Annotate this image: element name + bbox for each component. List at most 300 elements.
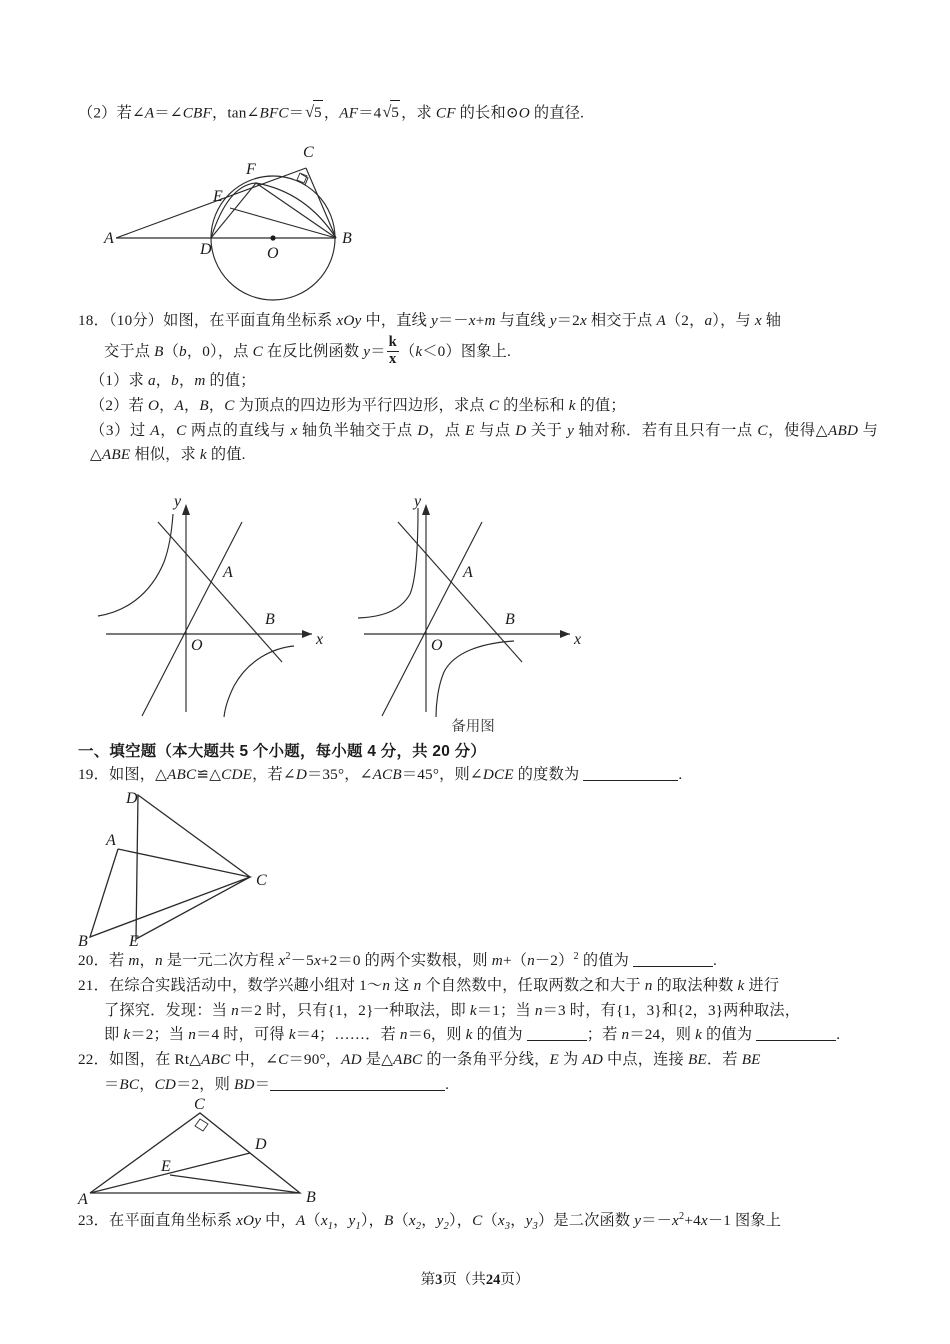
p23-y3s: 3: [532, 1221, 538, 1233]
p18-l1h: （2，: [665, 311, 705, 329]
problem-22-line1: 22．如图，在 Rt△ABC 中，∠C＝90°，AD 是△ABC 的一条角平分线，E 为 AD 中点，连接 BE．若 BE: [78, 1050, 761, 1068]
p23-C: C: [472, 1212, 483, 1230]
g2-point-b-label: B: [505, 610, 515, 628]
p18-s3y: y: [567, 421, 575, 439]
p17-bfc: BFC: [259, 104, 289, 122]
p18-l1a: 如图，在平面直角坐标系: [163, 311, 337, 329]
figure-17-circle-geometry: [78, 130, 878, 295]
p21-n6: n: [188, 1026, 197, 1044]
p18-x1: x: [468, 311, 476, 329]
p17-eq2: ＝: [288, 104, 305, 122]
p18-a-var: a: [704, 311, 713, 329]
p21-answer-blank-1[interactable]: [527, 1040, 587, 1041]
problem-18-sub1: [78, 369, 878, 394]
g2-x-arrow: [560, 630, 570, 638]
p18-s2B: B: [199, 396, 209, 414]
sqrt-icon-2: [382, 100, 400, 126]
p19-m1: ，若∠: [252, 765, 296, 783]
p23-xv2: x: [700, 1212, 708, 1230]
page-content: [78, 100, 878, 1236]
p23-y2: y: [436, 1212, 444, 1230]
p23-l1e: ），: [360, 1212, 385, 1230]
p21-n1: n: [382, 977, 391, 995]
p18-s3A: A: [150, 421, 160, 439]
p18-s3C2: C: [757, 421, 768, 439]
p21-period: .: [836, 1026, 841, 1044]
p17-tail2: 的直径.: [529, 104, 585, 122]
p21-n8: n: [621, 1026, 630, 1044]
p18-s2c1: ，: [159, 396, 175, 414]
g1-y-label: y: [174, 492, 182, 510]
p22-l2c: ＝2，则: [176, 1075, 235, 1093]
p18-s3m1: 两点的直线与: [186, 421, 291, 439]
p17-comma2: ，: [323, 104, 340, 122]
g1-point-a-label: A: [223, 563, 233, 581]
p21-l3a: 即: [104, 1026, 124, 1044]
p18-s3D: D: [417, 421, 429, 439]
p18-s2k: k: [568, 396, 576, 414]
p22-l1h: ．若: [706, 1050, 742, 1068]
g2-origin-label: O: [431, 636, 443, 654]
p18-l2f: （: [399, 342, 416, 360]
p17-af: AF: [339, 104, 359, 122]
p21-l1d: 的取法种数: [652, 977, 738, 995]
p18-s3m4: 与点: [474, 421, 516, 439]
g1-point-b-label: B: [265, 610, 275, 628]
p22-CD: CD: [154, 1075, 177, 1093]
g1-line-y-2x: [142, 522, 242, 716]
p22-l1c: ＝90°，: [288, 1050, 342, 1068]
figure-22-svg: [78, 1097, 368, 1207]
p20-m4: +（: [502, 952, 528, 970]
p22-BE: BE: [687, 1050, 707, 1068]
p18-s2c2: ，: [184, 396, 200, 414]
f19-label-D: D: [126, 790, 138, 808]
problem-20: 20．若 m，n 是一元二次方程 $x^2-5x+2=0$ 的两个实数根，则 $m+(n-2)^2$ 的值为 .: [78, 951, 717, 970]
p18-s3pre: （3）过: [90, 421, 151, 439]
label-D: D: [200, 240, 212, 258]
p18-s1c2: ，: [178, 372, 195, 390]
p23-l1i: （: [482, 1212, 498, 1230]
p18-x3: x: [754, 311, 762, 329]
p22-l2b: ，: [139, 1075, 155, 1093]
p18-s3m7: ，使得△: [767, 421, 829, 439]
label-C: C: [303, 143, 314, 161]
p23-l1c: （: [305, 1212, 321, 1230]
triangle-abc-22: [90, 1113, 300, 1193]
p23-l1g: ，: [421, 1212, 437, 1230]
p18-s3m5: 关于: [526, 421, 568, 439]
p23-l1d: ，: [333, 1212, 349, 1230]
p23-A: A: [295, 1212, 306, 1230]
figure-18-caption: 备用图: [451, 718, 495, 735]
p18-C: C: [252, 342, 263, 360]
p17-lead: （2）若∠: [78, 104, 145, 122]
p20-m1: 是一元二次方程: [162, 952, 279, 970]
p18-s2pre: （2）若: [90, 396, 148, 414]
problem-22-line2: [78, 1073, 878, 1098]
p23-xoy: xOy: [236, 1212, 262, 1230]
p18-s2O: O: [147, 396, 160, 414]
p18-l1j: 轴: [761, 311, 782, 329]
g2-y-label: y: [414, 492, 422, 510]
p20-c1: ，: [139, 952, 155, 970]
p20-x: x: [278, 952, 286, 970]
problem-18-line2: [78, 334, 878, 370]
problem-21-line3: [78, 1023, 878, 1048]
problem-17-part2: [78, 100, 878, 126]
p22-AD: AD: [341, 1050, 362, 1068]
p17-cf: CF: [435, 104, 456, 122]
p23-y: y: [634, 1212, 642, 1230]
p18-xoy: xOy: [336, 311, 362, 329]
f22-label-E: E: [161, 1158, 171, 1176]
p18-s2A: A: [174, 396, 184, 414]
p18-y3: y: [363, 342, 371, 360]
p18-s1a: a: [147, 372, 156, 390]
figure-18-graphs: [78, 484, 878, 719]
p17-comma1: ，tan∠: [212, 104, 260, 122]
problem-23: 23．在平面直角坐标系 xOy 中，$A(x_1$，$y_1$），$B(x_2$，$y_2$），$C(x_3$，$y_3$）是二次函数 $y=-x^2+4x-1$ 图象上: [78, 1211, 782, 1233]
p18-l2c: ，0），点: [186, 342, 253, 360]
p21-k6: k: [695, 1026, 703, 1044]
p18-s3D2: D: [515, 421, 527, 439]
problem-18-sub3: [78, 419, 878, 468]
p18-s1tail: 的值；: [205, 372, 256, 390]
line-eb: [230, 208, 336, 238]
p21-l2a: 了探究．发现：当: [104, 1001, 232, 1019]
p21-n2: n: [413, 977, 422, 995]
line-a-to-c: [116, 168, 306, 238]
p22-l2a: ＝: [104, 1075, 120, 1093]
p21-k3: k: [123, 1026, 131, 1044]
label-E: E: [213, 187, 223, 205]
p22-BE2: BE: [741, 1050, 761, 1068]
p23-y1s: 1: [355, 1221, 361, 1233]
p23-l1b: 中，: [261, 1212, 296, 1230]
p18-l2b: （: [163, 342, 180, 360]
p17-eq3: ＝4: [358, 104, 382, 122]
triangle-abc: [90, 849, 250, 937]
p19-pre: 如图，△: [108, 765, 168, 783]
problem-21-line1: 21．在综合实践活动中，数学兴趣小组对 1～n 这 n 个自然数中，任取两数之和大于 n 的取法种数 k 进行: [78, 977, 780, 995]
p20-n: n: [154, 952, 163, 970]
p21-l3c: ＝4 时，可得: [196, 1026, 289, 1044]
problem-19: 19．如图，△ABC≌△CDE，若∠D＝35°，∠ACB＝45°，则∠DCE 的度数为 .: [78, 765, 683, 783]
f19-label-A: A: [106, 832, 116, 850]
p19-number: 19: [78, 765, 94, 783]
p20-tail: 的值为: [578, 952, 633, 970]
p19-answer-blank[interactable]: [583, 780, 678, 781]
p23-sup2: 2: [678, 1211, 685, 1223]
p21-l1b: 这: [390, 977, 414, 995]
p23-y3: y: [525, 1212, 533, 1230]
p21-k5: k: [465, 1026, 473, 1044]
p18-l2e: ＝: [370, 342, 386, 360]
p21-l3h: ＝24，则: [629, 1026, 696, 1044]
p23-l1m: +4: [684, 1212, 701, 1230]
p21-l2c: ＝1；当: [476, 1001, 535, 1019]
p18-s2C: C: [224, 396, 235, 414]
p18-l1i: ），与: [712, 311, 755, 329]
p22-answer-blank[interactable]: [270, 1090, 445, 1091]
p17-cbf: CBF: [182, 104, 212, 122]
g1-x-label: x: [316, 630, 324, 648]
p23-l1a: 在平面直角坐标系: [108, 1212, 237, 1230]
p22-BD: BD: [234, 1075, 255, 1093]
p17-o: O: [518, 104, 530, 122]
p18-l1c: ＝－: [437, 311, 469, 329]
p18-s1pre: （1）求: [90, 372, 148, 390]
p21-answer-blank-2[interactable]: [756, 1040, 836, 1041]
p23-l1h: ），: [448, 1212, 473, 1230]
p19-m2: ＝35°，∠: [307, 765, 373, 783]
p23-l1f: （: [393, 1212, 409, 1230]
frac-numerator: k: [388, 334, 397, 351]
p21-k4: k: [288, 1026, 296, 1044]
fraction-k-over-x: [387, 335, 399, 367]
p20-sup2: 2: [285, 951, 291, 963]
p20-m2v: m: [491, 952, 503, 970]
p19-ACB: ACB: [372, 765, 402, 783]
g1-hyperbola-upper-left: [98, 514, 173, 616]
p20-sup2b: 2: [573, 951, 579, 963]
p21-l3f: 的值为: [472, 1026, 527, 1044]
p18-l2g: ＜0）图象上.: [422, 342, 511, 360]
p21-number: 21: [78, 977, 94, 995]
figure-17-svg: [78, 130, 458, 295]
p19-D: D: [295, 765, 307, 783]
p23-x2: x: [408, 1212, 416, 1230]
p18-b-var: b: [179, 342, 187, 360]
figure-19-svg: [78, 789, 368, 951]
g2-y-arrow: [422, 504, 430, 515]
p17-comma3: ，求: [401, 104, 436, 122]
p22-abc2: ABC: [393, 1050, 423, 1068]
p21-n3: n: [644, 977, 653, 995]
p18-s3m2: 轴负半轴交于点: [297, 421, 418, 439]
p21-l2d: ＝3 时，有{1，3}和{2，3}两种取法，: [542, 1001, 801, 1019]
p19-period: .: [678, 765, 683, 783]
p23-xv: x: [672, 1212, 679, 1230]
p20-x2: x: [313, 952, 321, 970]
p21-l1e: 进行: [744, 977, 780, 995]
p18-A: A: [656, 311, 666, 329]
p22-E: E: [549, 1050, 559, 1068]
p18-l1d: +: [475, 311, 485, 329]
p18-l1e: 与直线: [495, 311, 550, 329]
p21-l1a: 在综合实践活动中，数学兴趣小组对 1～: [108, 977, 383, 995]
p18-s3m6: 轴对称．若有且只有一点: [574, 421, 758, 439]
p18-s3c1: ，: [159, 421, 177, 439]
p18-l1b: 中，直线: [361, 311, 432, 329]
p17-eq1: ＝∠: [154, 104, 183, 122]
problem-18-line1: 18．（10分）如图，在平面直角坐标系 xOy 中，直线 y＝－x+m 与直线 y＝2x 相交于点 A（2，a），与 x 轴: [78, 311, 782, 329]
page-footer: [0, 1268, 950, 1289]
p18-s3m3: ，点: [428, 421, 466, 439]
f22-label-B: B: [306, 1189, 316, 1207]
graph-2-svg: [356, 484, 606, 719]
g2-point-a-label: A: [463, 563, 473, 581]
p18-s3tail: 的值.: [206, 446, 246, 464]
p22-BC: BC: [119, 1075, 140, 1093]
problem-18-sub2: [78, 394, 878, 419]
p21-n4: n: [231, 1001, 239, 1019]
p18-l1f: ＝2: [556, 311, 580, 329]
p18-x2: x: [579, 311, 587, 329]
p18-s2c3: ，: [208, 396, 225, 414]
p20-m3: +2＝0 的两个实数根，则: [320, 952, 492, 970]
triangle-cde: [136, 795, 250, 939]
g1-x-arrow: [302, 630, 312, 638]
p23-number: 23: [78, 1212, 94, 1230]
p19-tail: 的度数为: [513, 765, 584, 783]
p23-x1: x: [320, 1212, 328, 1230]
p18-B: B: [154, 342, 164, 360]
f19-label-C: C: [256, 872, 267, 890]
p20-n2: n: [527, 952, 535, 970]
p22-C: C: [278, 1050, 289, 1068]
p18-l1g: 相交于点: [586, 311, 657, 329]
graph-1-svg: [98, 484, 348, 719]
p21-l1c: 个自然数中，任取两数之和大于: [421, 977, 645, 995]
p22-AD2: AD: [582, 1050, 604, 1068]
p22-l1a: 如图，在 Rt△: [108, 1050, 202, 1068]
p23-x1s: 1: [327, 1221, 334, 1233]
p22-l1f: 为: [558, 1050, 583, 1068]
label-A: A: [104, 229, 114, 247]
p18-m1: m: [484, 311, 496, 329]
footer-suffix: 页）: [500, 1272, 530, 1288]
label-B: B: [342, 229, 352, 247]
p21-n5: n: [534, 1001, 543, 1019]
p19-cong: ≌△: [196, 765, 222, 783]
p18-s1c1: ，: [155, 372, 172, 390]
p18-s2tail2: 的值；: [575, 396, 626, 414]
p22-l1g: 中点，连接: [603, 1050, 688, 1068]
p23-l1n: －1 图象上: [707, 1212, 782, 1230]
section-heading-fill-in-blanks: 一、填空题（本大题共 5 个小题，每小题 4 分，共 20 分）: [78, 742, 487, 760]
g2-hyperbola-upper-left: [358, 508, 418, 618]
p18-s2C2: C: [488, 396, 500, 414]
p18-y1: y: [431, 311, 438, 329]
label-F: F: [246, 160, 256, 178]
p17-var-a: A: [144, 104, 155, 122]
p17-root2: 5: [390, 100, 400, 126]
right-angle-square-c-22: [195, 1119, 208, 1131]
p22-period: .: [445, 1075, 450, 1093]
p19-DCE: DCE: [482, 765, 514, 783]
p22-l2d: ＝: [254, 1075, 271, 1093]
p22-l1d: 是△: [361, 1050, 394, 1068]
g1-y-arrow: [182, 504, 190, 515]
p18-number: 18: [78, 311, 94, 329]
p18-s3x: x: [290, 421, 298, 439]
footer-prefix: 第: [420, 1272, 436, 1288]
p19-m3: ＝45°，则∠: [401, 765, 483, 783]
p22-l1e: 的一条角平分线，: [422, 1050, 550, 1068]
footer-page-number: 3: [435, 1272, 443, 1288]
p20-m: m: [128, 952, 140, 970]
p20-number: 20: [78, 952, 94, 970]
g2-x-label: x: [574, 630, 582, 648]
p17-root1: 5: [313, 100, 323, 126]
p22-number: 22: [78, 1050, 94, 1068]
p21-l2b: ＝2 时，只有{1，2}一种取法，即: [238, 1001, 470, 1019]
p19-cde: CDE: [221, 765, 253, 783]
p18-s3C: C: [176, 421, 187, 439]
p18-s3m9: 相似，求: [130, 446, 200, 464]
g1-origin-label: O: [191, 636, 203, 654]
center-point-o: [270, 235, 275, 240]
footer-middle: 页（共: [442, 1272, 486, 1288]
p18-score: （10分）: [108, 311, 164, 329]
p23-l1k: ）是二次函数: [537, 1212, 635, 1230]
p23-x2s: 2: [415, 1221, 422, 1233]
p18-l2a: 交于点: [104, 342, 155, 360]
p18-s3ABE: ABE: [101, 446, 131, 464]
g2-line-y-neg-x-m: [398, 522, 522, 662]
p17-tail: 的长和⊙: [455, 104, 519, 122]
p23-x3: x: [497, 1212, 505, 1230]
p18-y2: y: [549, 311, 557, 329]
p19-abc: ABC: [167, 765, 197, 783]
p21-l3b: ＝2；当: [130, 1026, 189, 1044]
p18-s1b: b: [171, 372, 179, 390]
p18-s1m: m: [194, 372, 206, 390]
sqrt-icon-1: [305, 100, 323, 126]
p23-l1j: ，: [510, 1212, 526, 1230]
p21-k1: k: [737, 977, 745, 995]
p20-m5: －2）: [534, 952, 574, 970]
p18-s3ABD: ABD: [828, 421, 859, 439]
f22-label-A: A: [78, 1191, 88, 1209]
p18-k1: k: [415, 342, 423, 360]
p22-abc: ABC: [201, 1050, 231, 1068]
g2-hyperbola-lower-right: [436, 641, 514, 717]
g1-hyperbola-lower-right: [224, 646, 294, 717]
label-O: O: [267, 244, 279, 262]
p18-s2tail: 的坐标和: [499, 396, 569, 414]
figure-19-congruent-triangles: [78, 789, 878, 951]
p18-s2mid: 为顶点的四边形为平行四边形，求点: [234, 396, 489, 414]
problem-21-line2: [78, 999, 878, 1024]
p18-s3m8: 与△: [90, 421, 879, 464]
p21-l3g: ；若: [586, 1026, 622, 1044]
p21-n7: n: [399, 1026, 408, 1044]
f22-label-D: D: [255, 1136, 267, 1154]
p20-period: .: [713, 952, 717, 970]
g2-line-y-2x: [382, 522, 482, 716]
p20-answer-blank[interactable]: [633, 966, 713, 967]
p23-x3s: 3: [504, 1221, 511, 1233]
f22-label-C: C: [194, 1096, 205, 1114]
p18-s3k2: k: [199, 446, 207, 464]
f19-label-B: B: [78, 933, 88, 951]
p21-l3i: 的值为: [702, 1026, 757, 1044]
p23-y2s: 2: [443, 1221, 449, 1233]
p22-l1b: 中，∠: [230, 1050, 279, 1068]
f19-label-E: E: [129, 933, 139, 951]
p23-y1: y: [348, 1212, 356, 1230]
p21-k2: k: [469, 1001, 477, 1019]
p18-s3E: E: [465, 421, 475, 439]
p21-l3e: ＝6，则: [407, 1026, 466, 1044]
p20-pre: 若: [108, 952, 129, 970]
p20-m2: －5: [290, 952, 314, 970]
frac-denominator: x: [389, 350, 397, 367]
g1-line-y-neg-x-m: [158, 522, 282, 662]
